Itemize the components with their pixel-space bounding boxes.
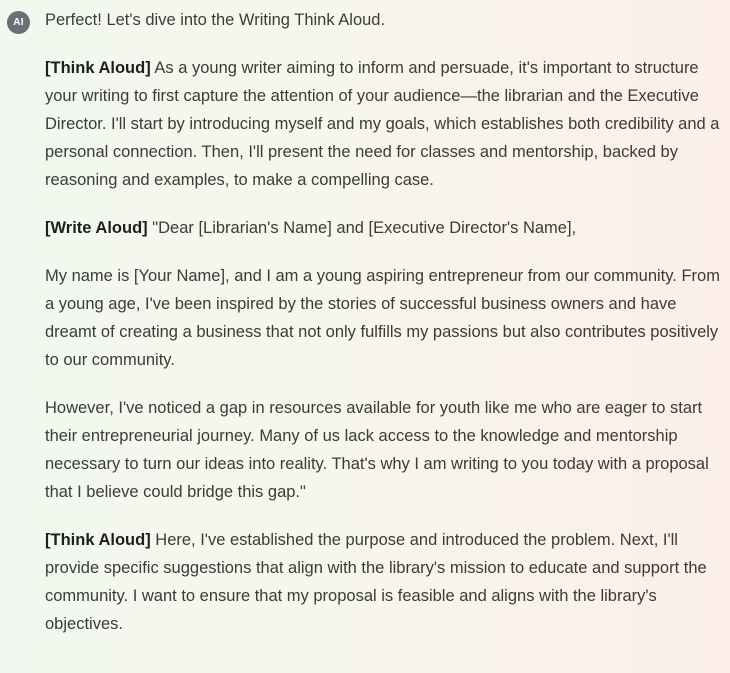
message-intro: Perfect! Let's dive into the Writing Think Aloud.: [45, 11, 386, 29]
paragraph-text: Here, I've established the purpose and introduced the problem. Next, I'll provide specific suggestions that align with the library's mission to educate and support the community. I want to ensure that my proposal is feasible and aligns with the library's objectives.: [45, 531, 707, 633]
ai-avatar: AI: [7, 11, 30, 34]
paragraph-text: However, I've noticed a gap in resources available for youth like me who are eager to start their entrepreneurial journey. Many of us lack access to the knowledge and mentorship necessary to turn our ideas into reality. That's why I am writing to you today with a proposal that I believe could bridge this gap.": [45, 399, 709, 501]
message-paragraph: [45, 394, 721, 506]
message-paragraph: [45, 262, 721, 374]
paragraph-text: My name is [Your Name], and I am a young aspiring entrepreneur from our community. From a young age, I've been inspired by the stories of successful business owners and have dreamt of creating a business that not only fulfills my passions but also contributes positively to our community.: [45, 267, 720, 369]
paragraph-text: As a young writer aiming to inform and persuade, it's important to structure your writing to first capture the attention of your audience—the librarian and the Executive Director. I'll start by introducing myself and my goals, which establishes both credibility and a personal connection. Then, I'll present the need for classes and mentorship, backed by reasoning and examples, to make a compelling case.: [45, 59, 720, 189]
message-paragraph: [45, 214, 721, 242]
message-paragraph: [45, 54, 721, 194]
ai-message: [45, 6, 721, 638]
write-aloud-tag: [Write Aloud]: [45, 219, 148, 237]
think-aloud-tag: [Think Aloud]: [45, 531, 151, 549]
paragraph-text: "Dear [Librarian's Name] and [Executive Director's Name],: [147, 219, 577, 237]
think-aloud-tag: [Think Aloud]: [45, 59, 151, 77]
message-paragraph: [45, 526, 721, 638]
